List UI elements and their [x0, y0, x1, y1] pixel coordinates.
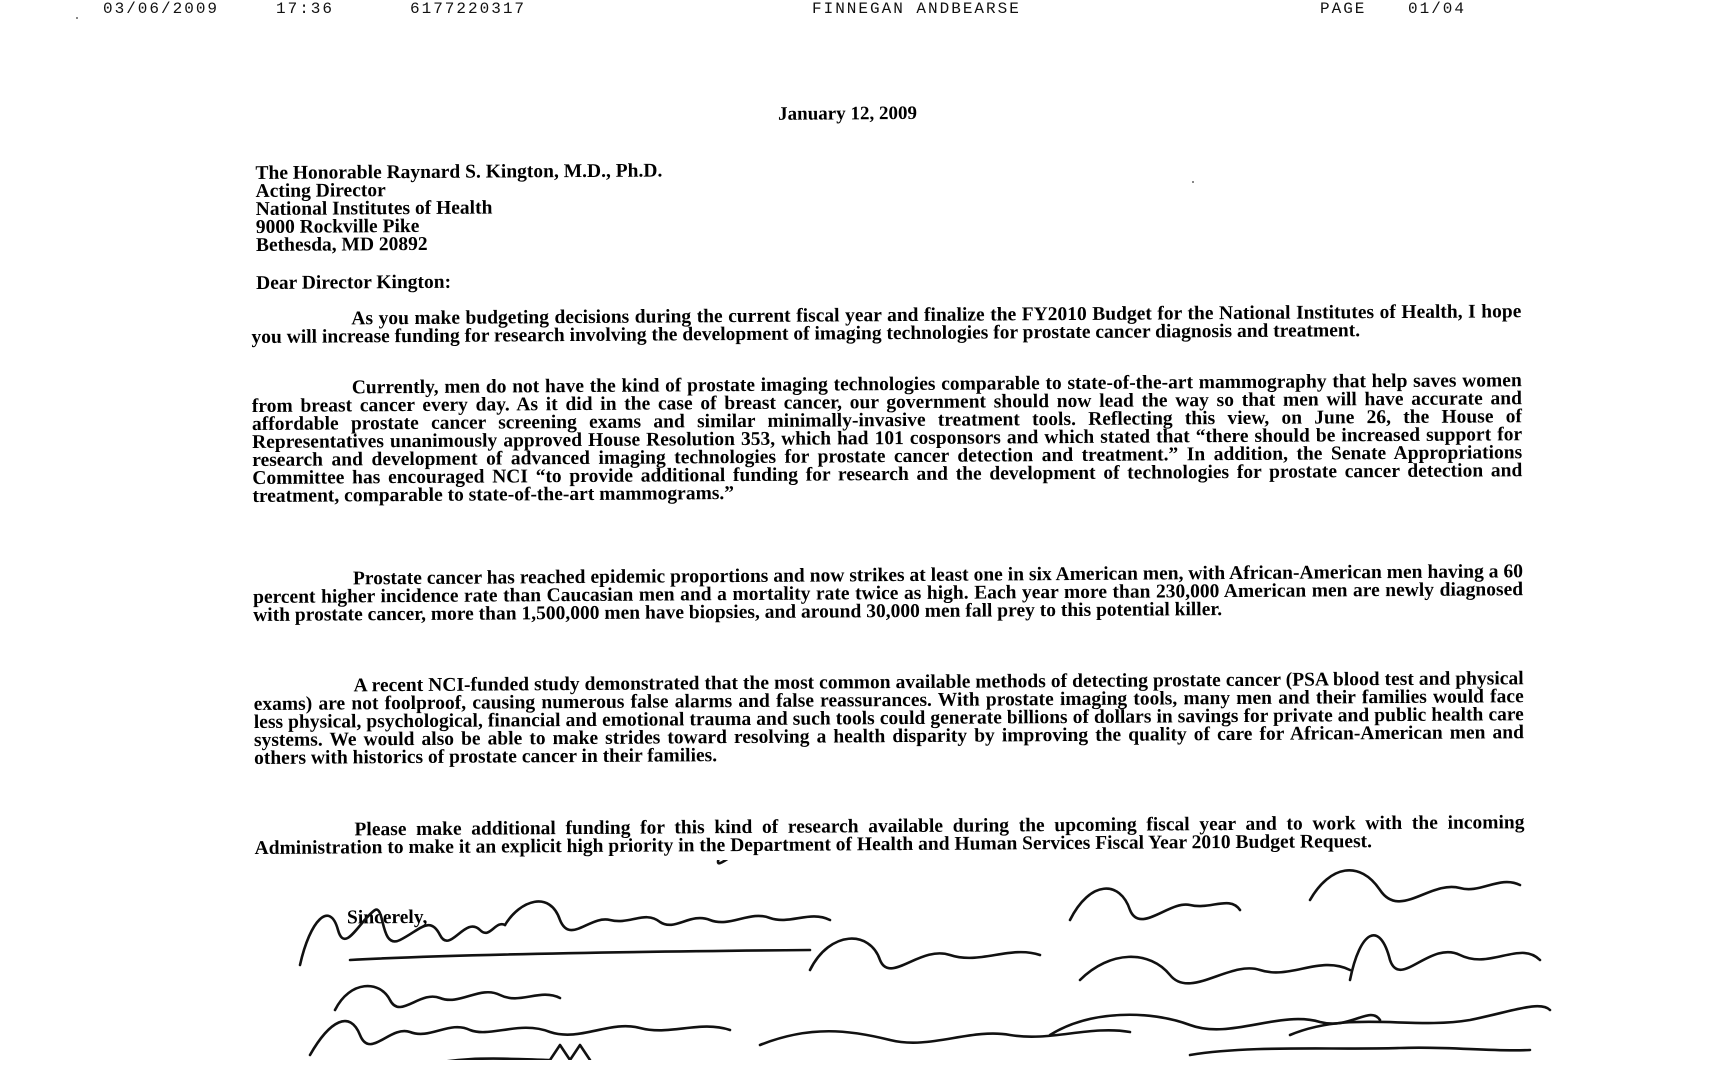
- fax-date: 03/06/2009: [103, 0, 220, 18]
- scan-speck: [76, 17, 78, 19]
- fax-time: 17:36: [276, 0, 335, 18]
- signature-stroke: [1310, 870, 1520, 901]
- signature-stroke: [690, 860, 930, 863]
- letter-date: January 12, 2009: [778, 102, 918, 125]
- scan-speck: [1192, 181, 1194, 183]
- signature-stroke: [310, 1021, 730, 1055]
- recipient-address: [255, 162, 662, 254]
- signature-stroke: [1350, 935, 1540, 980]
- fax-page-number: 01/04: [1408, 0, 1467, 18]
- fax-page-label: PAGE: [1320, 0, 1367, 18]
- address-line: Bethesda, MD 20892: [255, 233, 428, 256]
- fax-header: [0, 0, 1728, 20]
- signature-stroke: [1190, 1048, 1530, 1055]
- signature-stroke: [350, 950, 810, 960]
- body-paragraph: Currently, men do not have the kind of prostate imaging technologies comparable to state-of-the-art mammography that help saves women from breast cancer every day. As it did in the case of breast cancer, our government should now lead the way so that men will have accurate and affordable prostate cancer screening exams and similar minimally-invasive treatment tools. Reflecting this view, on June 26, the House of Representatives unanimously approved House Resolution 353, which had 101 cosponsors and which stated that “there should be increased support for research and development of advanced imaging technologies for prostate cancer detection and treatment.” In addition, the Senate Appropriations Committee has encouraged NCI “to provide additional funding for research and the development of technologies for prostate cancer detection and treatment, comparable to state-of-the-art mammograms.”: [251, 370, 1523, 507]
- fax-phone-number: 6177220317: [410, 0, 527, 18]
- address-line: The Honorable Raynard S. Kington, M.D., Ph.D.: [255, 160, 663, 184]
- address-line: National Institutes of Health: [255, 197, 493, 220]
- handwritten-signatures: [290, 860, 1710, 1060]
- signature-stroke: [1070, 889, 1240, 920]
- body-paragraph: A recent NCI-funded study demonstrated that the most common available methods of detecting prostate cancer (PSA blood test and physical exams) are not foolproof, causing numerous false alarms and false reassurances. With prostate imaging tools, many men and their families would face less physical, psychological, financial and emotional trauma and such tools could generate billions of dollars in savings for private and public health care systems. We would also be able to make strides toward resolving a health disparity by improving the quality of care for African-American men and others with historics of prostate cancer in their families.: [253, 668, 1524, 769]
- signature-stroke: [810, 939, 1040, 970]
- letter-body: [250, 87, 1550, 929]
- signature-stroke: [410, 1045, 590, 1060]
- salutation: Dear Director Kington:: [256, 271, 452, 294]
- body-paragraph: Prostate cancer has reached epidemic proportions and now strikes at least one in six American men, with African-American men having a 60 percent higher incidence rate than Caucasian men and a mortality rate twice as high. Each year more than 230,000 American men are newly diagnosed with prostate cancer, more than 1,500,000 men have biopsies, and around 30,000 men fall prey to this potential killer.: [253, 561, 1524, 626]
- signatures: [290, 860, 1710, 1060]
- signature-stroke: [1290, 1006, 1550, 1035]
- signature-stroke: [335, 986, 560, 1010]
- body-paragraph: As you make budgeting decisions during the current fiscal year and finalize the FY2010 Budget for the National Institutes of Health, I hope you will increase funding for research involving the development of imaging technologies for prostate cancer diagnosis and treatment.: [251, 301, 1522, 348]
- signature-stroke: [760, 1030, 1130, 1045]
- fax-sender: FINNEGAN ANDBEARSE: [812, 0, 1021, 18]
- address-line: 9000 Rockville Pike: [255, 215, 420, 238]
- address-line: Acting Director: [255, 180, 386, 202]
- signature-stroke: [1080, 957, 1350, 984]
- signature-stroke: [505, 901, 830, 930]
- closing: Sincerely,: [346, 906, 428, 929]
- body-paragraph: Please make additional funding for this kind of research available during the upcoming fiscal year and to work with the incoming Administration to make it an explicit high priority in the Department of Health and Human Services Fiscal Year 2010 Budget Request.: [254, 812, 1525, 859]
